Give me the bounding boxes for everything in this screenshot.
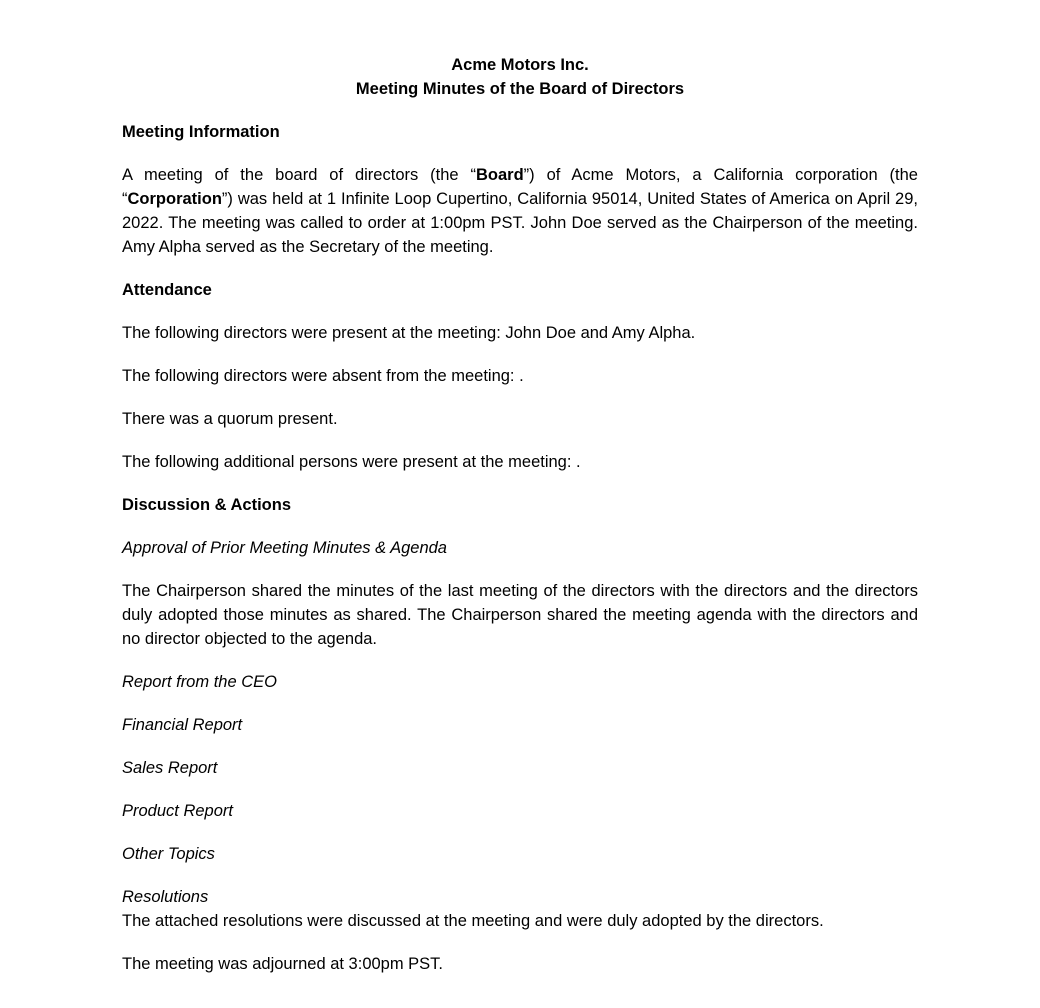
approval-subheading: Approval of Prior Meeting Minutes & Agenda — [122, 539, 447, 557]
ceo-report-subheading: Report from the CEO — [122, 673, 277, 691]
adjourned-text: The meeting was adjourned at 3:00pm PST. — [122, 955, 444, 973]
attendance-heading: Attendance — [122, 281, 212, 299]
directors-absent-text: The following directors were absent from the meeting: . — [122, 367, 524, 385]
approval-paragraph: The Chairperson shared the minutes of the last meeting of the directors with the directors and the directors duly adopted those minutes as shared. The Chairperson shared the meeting agenda with the directors and no director objected to the agenda. — [122, 582, 918, 648]
quorum-text: There was a quorum present. — [122, 410, 338, 428]
other-topics-subheading: Other Topics — [122, 845, 215, 863]
additional-persons-text: The following additional persons were present at the meeting: . — [122, 453, 581, 471]
resolutions-text: The attached resolutions were discussed at the meeting and were duly adopted by the directors. — [122, 912, 824, 930]
meeting-info-text-3: ”) was held at 1 Infinite Loop Cupertino, California 95014, United States of America on April 29, 2022. The meeting was called to order at 1:00pm PST. John Doe served as the Chairperson of the meeting. Amy Alpha served as the Secretary of the meeting. — [122, 190, 918, 256]
meeting-information-heading: Meeting Information — [122, 123, 280, 141]
meeting-info-text-1: A meeting of the board of directors (the “ — [122, 166, 476, 184]
corporation-term: Corporation — [127, 190, 222, 208]
product-report-subheading: Product Report — [122, 802, 233, 820]
resolutions-subheading: Resolutions — [122, 888, 209, 906]
directors-present-text: The following directors were present at the meeting: John Doe and Amy Alpha. — [122, 324, 696, 342]
discussion-heading: Discussion & Actions — [122, 496, 292, 514]
company-title: Acme Motors Inc. — [451, 56, 589, 74]
board-term: Board — [476, 166, 524, 184]
sales-report-subheading: Sales Report — [122, 759, 218, 777]
document-page — [122, 53, 918, 976]
meeting-information-paragraph — [122, 163, 918, 259]
financial-report-subheading: Financial Report — [122, 716, 243, 734]
meeting-info-text-2: ”) of Acme Motors, a California corporation (the “ — [122, 166, 918, 208]
document-title: Meeting Minutes of the Board of Directors — [355, 80, 685, 98]
